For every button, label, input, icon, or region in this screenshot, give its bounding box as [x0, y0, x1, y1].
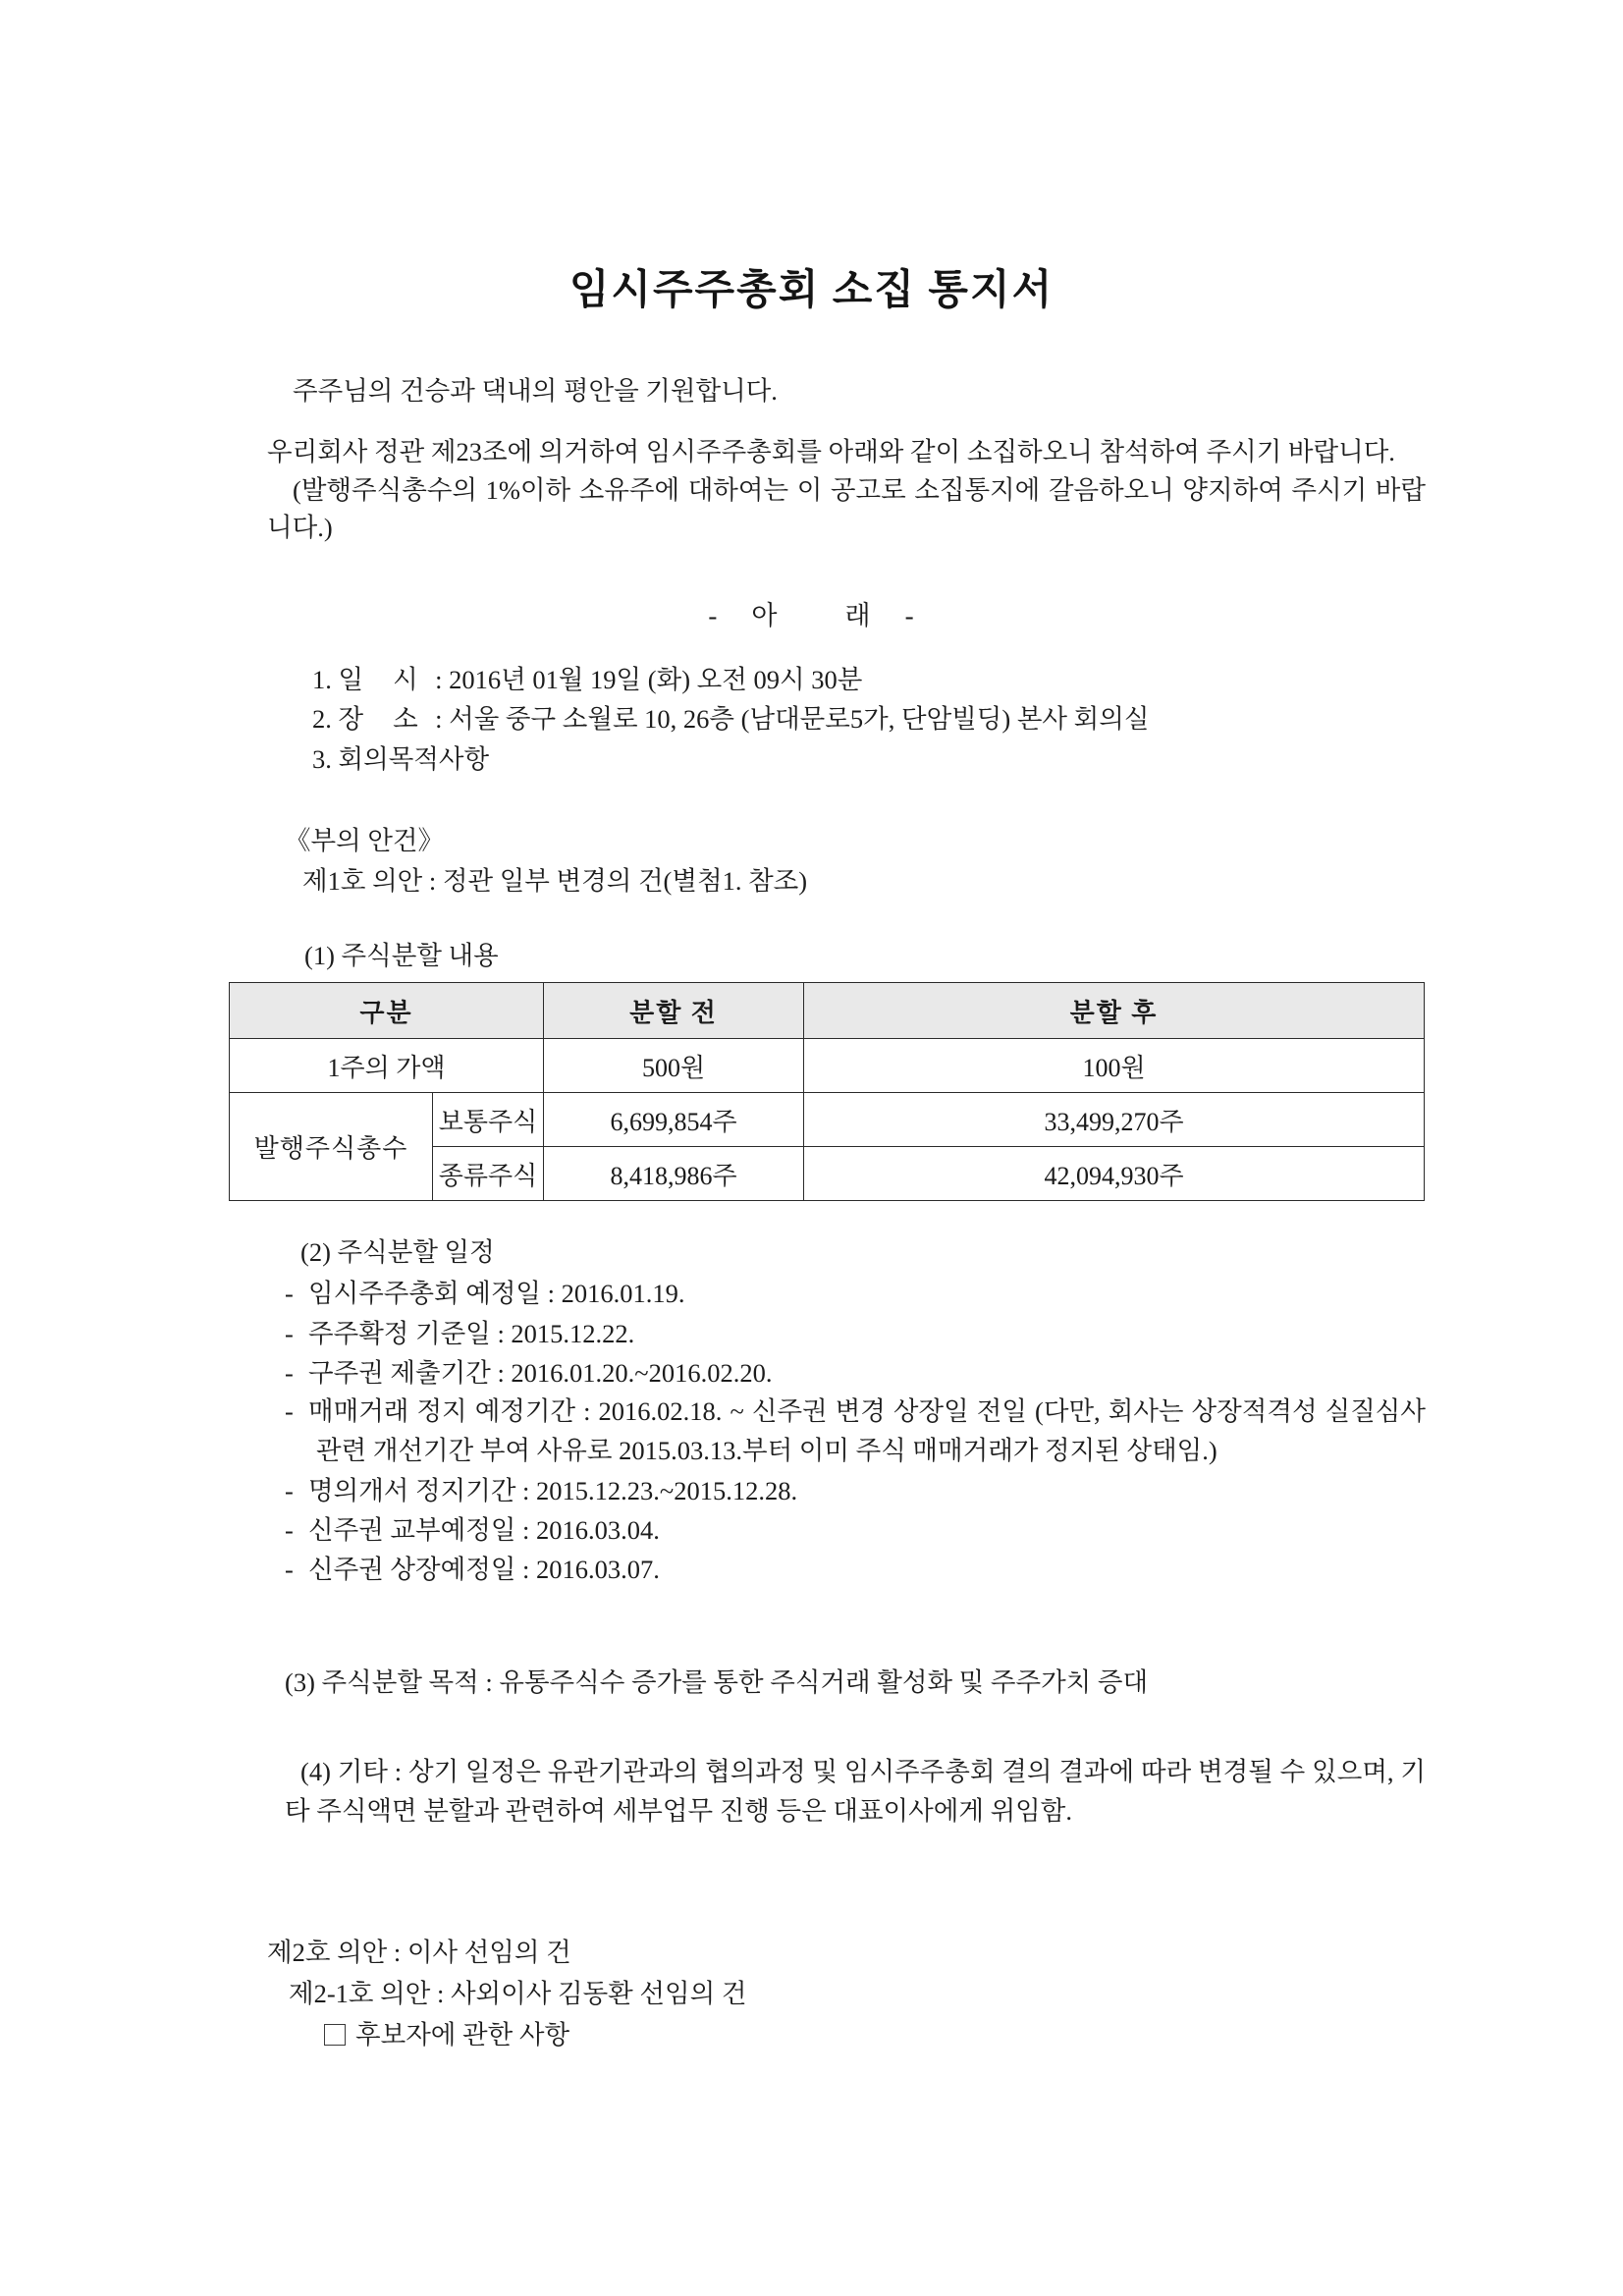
row-label-par-value: 1주의 가액 — [230, 1039, 544, 1093]
schedule-item-text: 명의개서 정지기간 : 2015.12.23.~2015.12.28. — [308, 1475, 798, 1505]
table-header-row — [230, 983, 1425, 1039]
agenda-item-2: 제2호 의안 : 이사 선임의 건 — [267, 1938, 571, 1967]
list-dash: - — [285, 1357, 294, 1388]
schedule-item — [285, 1393, 1426, 1471]
list-dash: - — [285, 1475, 294, 1505]
table-header-before: 분할 전 — [544, 983, 804, 1039]
schedule-item-text: 신주권 상장예정일 : 2016.03.07. — [308, 1555, 660, 1585]
list-item — [312, 660, 1149, 699]
agenda-block — [285, 821, 807, 902]
table-header-category: 구분 — [230, 983, 544, 1039]
schedule-item — [285, 1353, 1426, 1393]
meeting-item-no: 2. — [312, 704, 332, 735]
list-dash: - — [285, 1555, 294, 1585]
checkbox-icon — [324, 2024, 346, 2046]
sub-notice-paragraph: (발행주식총수의 1%이하 소유주에 대하여는 이 공고로 소집통지에 갈음하오니 양지하여 주시기 바랍니다.) — [267, 474, 1426, 542]
divider-word-b: 래 — [844, 601, 872, 630]
meeting-info-list — [312, 660, 1149, 779]
meeting-item-no: 3. — [312, 743, 332, 774]
cell-after-common-stock: 33,499,270주 — [804, 1093, 1425, 1147]
section3-purpose: (3) 주식분할 목적 : 유통주식수 증가를 통한 주식거래 활성화 및 주주가치 증대 — [285, 1667, 1149, 1697]
meeting-item-label-a: 회의목적사항 — [338, 743, 490, 774]
schedule-item — [285, 1314, 1426, 1353]
meeting-item-value: : 2016년 01월 19일 (화) 오전 09시 30분 — [435, 665, 863, 694]
schedule-item-text: 매매거래 정지 예정기간 : 2016.02.18. ~ 신주권 변경 상장일 전일 (다만, 회사는 상장적격성 실질심사 관련 개선기간 부여 사유로 2015.03.13.부터 이미 주식 매매거래가 정지된 상태임.) — [308, 1396, 1426, 1465]
schedule-item — [285, 1510, 1426, 1550]
section2-schedule — [285, 1232, 1426, 1589]
table-header-after: 분할 후 — [804, 983, 1425, 1039]
section4-etc: (4) 기타 : 상기 일정은 유관기관과의 협의과정 및 임시주주총회 결의 결과에 따라 변경될 수 있으며, 기타 주식액면 분할과 관련하여 세부업무 진행 등은 대표이사에게 위임함. — [285, 1757, 1426, 1827]
greeting-paragraph: 주주님의 건승과 댁내의 평안을 기원합니다. — [293, 376, 778, 406]
candidate-note-row — [267, 2015, 746, 2056]
meeting-item-label-a: 일 — [338, 665, 364, 694]
schedule-item-text: 구주권 제출기간 : 2016.01.20.~2016.02.20. — [308, 1357, 773, 1388]
agenda-item-1: 제1호 의안 : 정관 일부 변경의 건(별첨1. 참조) — [302, 866, 808, 897]
divider-dash-right: - — [904, 601, 915, 630]
row-label-total-shares: 발행주식총수 — [230, 1093, 433, 1201]
agenda-item-2-1: 제2-1호 의안 : 사외이사 김동환 선임의 건 — [289, 1978, 747, 2008]
notice-paragraph: 우리회사 정관 제23조에 의거하여 임시주주총회를 아래와 같이 소집하오니 참석하여 주시기 바랍니다. — [267, 437, 1395, 467]
meeting-item-label-b: 시 — [393, 665, 418, 694]
schedule-item — [285, 1274, 1426, 1313]
list-dash: - — [285, 1279, 294, 1309]
list-item — [312, 739, 1149, 779]
list-dash: - — [285, 1318, 294, 1348]
list-item — [312, 699, 1149, 738]
meeting-item-label-b: 소 — [393, 704, 418, 735]
divider-word-a: 아 — [751, 601, 779, 630]
list-dash: - — [285, 1514, 294, 1545]
arae-divider — [0, 594, 1623, 632]
table-row — [230, 1039, 1425, 1093]
cell-after-par-value: 100원 — [804, 1039, 1425, 1093]
schedule-item — [285, 1550, 1426, 1589]
stock-split-table — [229, 982, 1425, 1201]
agenda2-block — [267, 1933, 746, 2056]
row-sublabel-common-stock: 보통주식 — [433, 1093, 544, 1147]
meeting-item-label-a: 장 — [338, 704, 364, 735]
schedule-item-text: 임시주주총회 예정일 : 2016.01.19. — [308, 1279, 685, 1309]
row-sublabel-class-stock: 종류주식 — [433, 1147, 544, 1201]
list-dash: - — [285, 1396, 294, 1427]
page-title: 임시주주총회 소집 통지서 — [568, 268, 1055, 313]
section2-caption: (2) 주식분할 일정 — [300, 1237, 495, 1267]
schedule-item-text: 신주권 교부예정일 : 2016.03.04. — [308, 1514, 660, 1545]
cell-before-class-stock: 8,418,986주 — [544, 1147, 804, 1201]
meeting-item-no: 1. — [312, 665, 332, 694]
section1-caption: (1) 주식분할 내용 — [304, 941, 499, 970]
schedule-item — [285, 1471, 1426, 1510]
cell-after-class-stock: 42,094,930주 — [804, 1147, 1425, 1201]
intro-block — [267, 375, 1426, 546]
cell-before-common-stock: 6,699,854주 — [544, 1093, 804, 1147]
table-row — [230, 1093, 1425, 1147]
divider-dash-left: - — [708, 601, 719, 630]
meeting-item-value: : 서울 중구 소월로 10, 26층 (남대문로5가, 단암빌딩) 본사 회의실 — [435, 704, 1150, 735]
cell-before-par-value: 500원 — [544, 1039, 804, 1093]
schedule-item-text: 주주확정 기준일 : 2015.12.22. — [308, 1318, 635, 1348]
agenda-heading: 《부의 안건》 — [285, 826, 445, 855]
candidate-note-label: 후보자에 관한 사항 — [355, 2019, 570, 2050]
